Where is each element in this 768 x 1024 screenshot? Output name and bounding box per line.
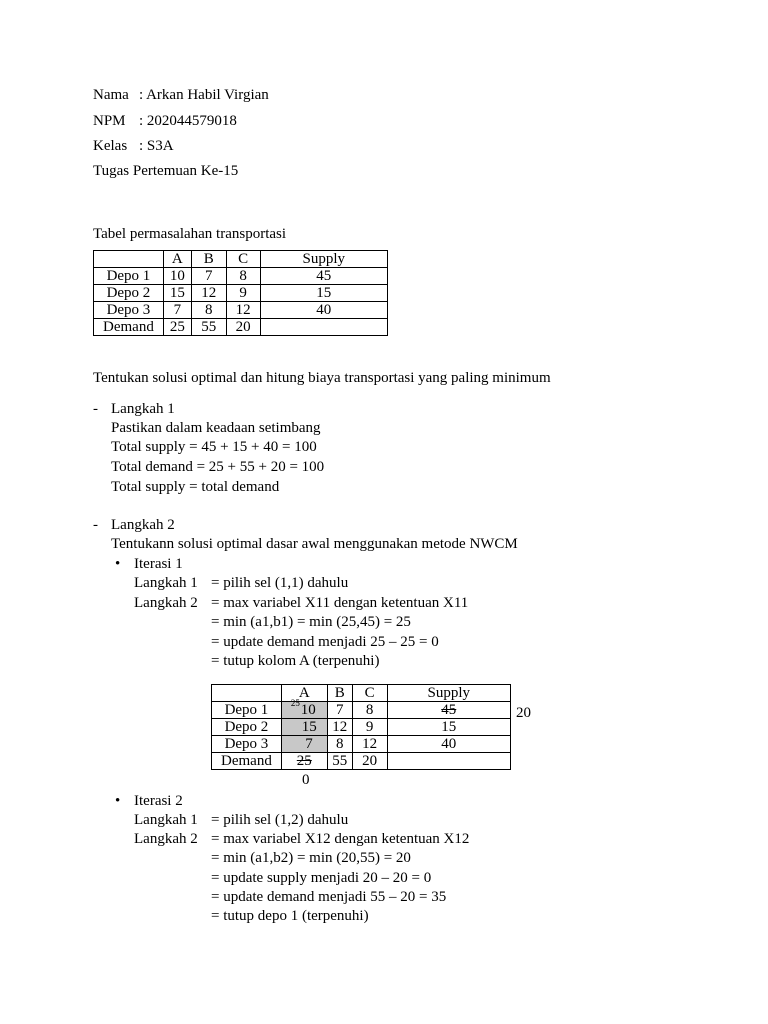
table-row [212,736,511,753]
updated-supply-note: 20 [516,705,531,721]
step-text: = max variabel X11 dengan ketentuan X11 [211,595,469,611]
iter2-cont: = tutup depo 1 (terpenuhi) [211,908,369,924]
table-row [94,268,388,285]
table-cell: 20 [352,753,387,770]
table-header-cell: A [281,685,327,702]
step1-line: Total supply = total demand [111,479,280,495]
cost-value: 10 [300,702,316,718]
table-cell: 7 [163,302,191,319]
table-header-cell: Supply [260,251,387,268]
table-cell: 8 [327,736,352,753]
step-label: Langkah 1 [134,575,198,591]
kelas-line [93,137,174,156]
step-text: = max variabel X12 dengan ketentuan X12 [211,831,470,847]
table-cell: 55 [327,753,352,770]
iter1-step1 [134,574,348,593]
updated-demand-note: 0 [302,772,310,788]
table-cell: 12 [352,736,387,753]
bullet-icon: • [115,556,121,572]
iter2-cont: = update demand menjadi 55 – 20 = 35 [211,889,447,905]
table-header-cell [212,685,282,702]
table-cell: 12 [327,719,352,736]
table-header-cell: A [163,251,191,268]
iter1-title: Iterasi 1 [134,556,183,572]
iter2-cont: = update supply menjadi 20 – 20 = 0 [211,870,432,886]
step2-title: Langkah 2 [111,517,175,533]
transport-table [93,250,388,336]
iter2-step1 [134,811,348,830]
table-cell: 15 [260,285,387,302]
closed-cell: 15 [281,719,327,736]
iter2-cont: = min (a1,b2) = min (20,55) = 20 [211,850,411,866]
step1-dash: - [93,401,98,417]
table-header-cell: B [327,685,352,702]
step-label: Langkah 2 [134,831,198,847]
table-cell: 15 [163,285,191,302]
step-text: = pilih sel (1,1) dahulu [211,575,349,591]
table-cell: Depo 3 [94,302,164,319]
iter1-cont: = min (a1,b1) = min (25,45) = 25 [211,614,411,630]
table-cell: 9 [352,719,387,736]
npm-line [93,112,237,131]
table-cell: 8 [191,302,226,319]
table-cell: 12 [191,285,226,302]
table-row [212,702,511,719]
table-cell: 55 [191,319,226,336]
npm-label: NPM [93,113,126,129]
table-cell: 25 [163,319,191,336]
kelas-value: : S3A [139,138,174,154]
step-label: Langkah 1 [134,812,198,828]
table-row [94,302,388,319]
iter1-cont: = update demand menjadi 25 – 25 = 0 [211,634,439,650]
table-cell: 45 [260,268,387,285]
task-title: Tugas Pertemuan Ke-15 [93,163,239,179]
iter2-step2 [134,830,469,849]
iter2-title: Iterasi 2 [134,793,183,809]
table-cell: Depo 1 [212,702,282,719]
table-cell: Depo 2 [94,285,164,302]
table-cell: Demand [212,753,282,770]
struck-demand-cell: 25 [281,753,327,770]
step2-dash: - [93,517,98,533]
table-cell: 8 [226,268,260,285]
table-cell: 40 [260,302,387,319]
table-cell [260,319,387,336]
struck-supply-cell: 45 [387,702,510,719]
table-cell: 10 [163,268,191,285]
question-text: Tentukan solusi optimal dan hitung biaya transportasi yang paling minimum [93,370,551,386]
step1-title: Langkah 1 [111,401,175,417]
step2-subtitle: Tentukann solusi optimal dasar awal menggunakan metode NWCM [111,536,518,552]
bullet-icon: • [115,793,121,809]
iter1-cont: = tutup kolom A (terpenuhi) [211,653,380,669]
table-cell: 7 [191,268,226,285]
table-cell [387,753,510,770]
table1-caption: Tabel permasalahan transportasi [93,226,287,242]
table-row [212,719,511,736]
allocation-superscript: 25 [290,698,300,708]
table-row [212,753,511,770]
nwcm-iteration1-table [211,684,511,770]
iter1-step2 [134,594,468,613]
step1-line: Pastikan dalam keadaan setimbang [111,420,321,436]
table-cell: 15 [387,719,510,736]
kelas-label: Kelas [93,138,128,154]
table-header-cell: C [352,685,387,702]
table-cell: 20 [226,319,260,336]
table-header-cell: C [226,251,260,268]
step-label: Langkah 2 [134,595,198,611]
name-label: Nama [93,87,129,103]
name-line [93,86,269,105]
table-cell: 8 [352,702,387,719]
npm-value: : 202044579018 [139,113,237,129]
closed-cell: 7 [281,736,327,753]
table-cell: 12 [226,302,260,319]
step1-line: Total supply = 45 + 15 + 40 = 100 [111,439,317,455]
table-header-cell: B [191,251,226,268]
table-cell: Depo 2 [212,719,282,736]
table-header-cell [94,251,164,268]
name-value: : Arkan Habil Virgian [139,87,269,103]
table-cell: Depo 3 [212,736,282,753]
table-cell: Demand [94,319,164,336]
step-text: = pilih sel (1,2) dahulu [211,812,349,828]
table-header-row [94,251,388,268]
step1-line: Total demand = 25 + 55 + 20 = 100 [111,459,325,475]
table-row [94,319,388,336]
table-cell: 40 [387,736,510,753]
table-cell: 7 [327,702,352,719]
allocated-cell [281,698,327,719]
table-cell: 9 [226,285,260,302]
table-cell: Depo 1 [94,268,164,285]
table-row [94,285,388,302]
table-header-cell: Supply [387,685,510,702]
table-header-row [212,685,511,702]
